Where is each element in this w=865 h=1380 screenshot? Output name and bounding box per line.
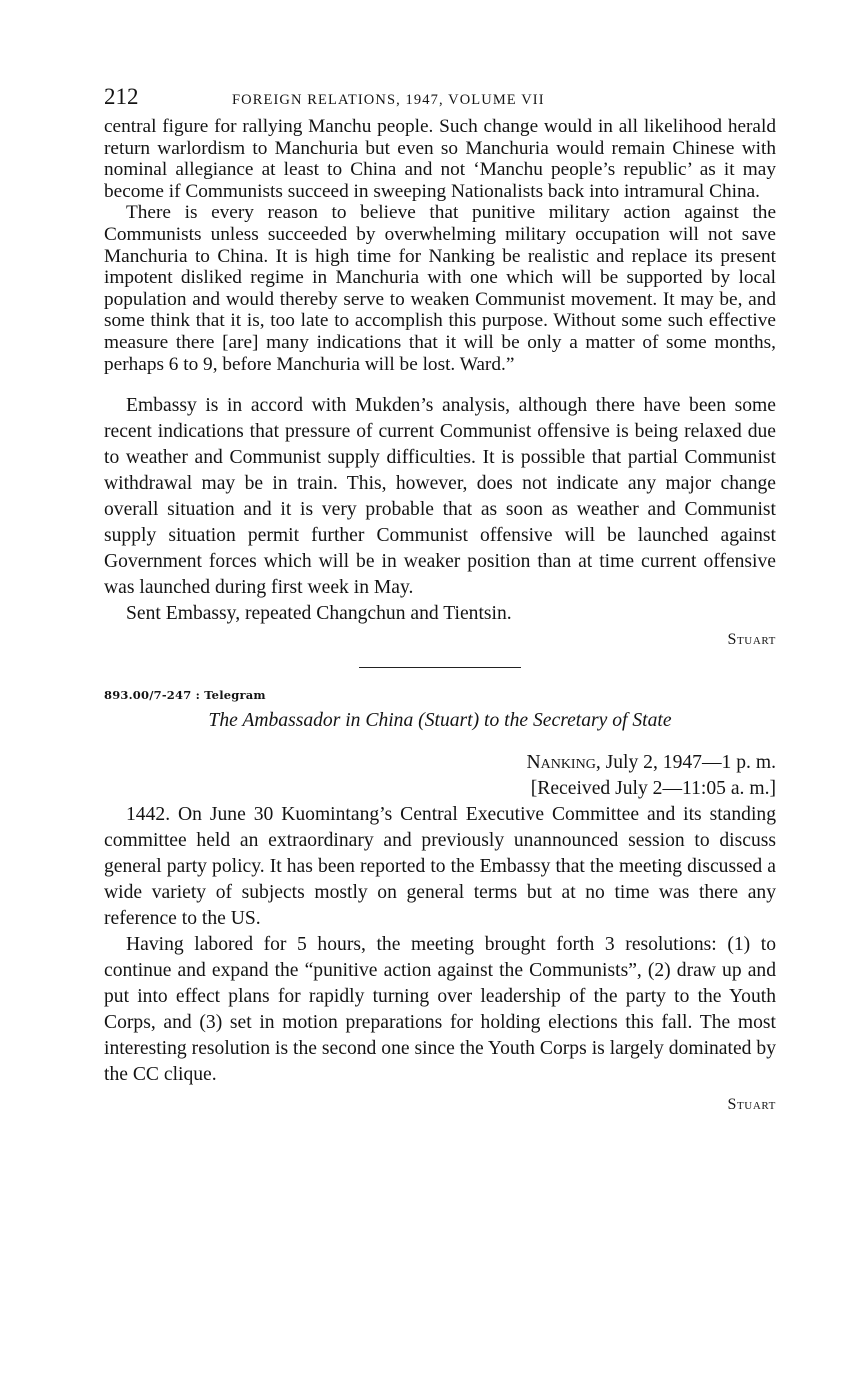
paragraph: There is every reason to believe that punitive military action against the Communists unless succeeded by overwhelming military occupation will not save Manchuria to China. It is high time for Nanking be realistic and replace its present impotent disliked regime in Manchuria with one which will be supported by local population and would thereby serve to weaken Communist movement. It may be, and some think that it is, too late to accomplish this purpose. Without some such effective measure there [are] many indications that it will be only a matter of some months, perhaps 6 to 9, before Manchuria will be lost. Ward.” — [104, 202, 776, 375]
paragraph: Sent Embassy, repeated Changchun and Tientsin. — [126, 603, 512, 625]
section-divider — [359, 667, 521, 668]
signature: Stuart — [727, 1096, 776, 1114]
document-heading: The Ambassador in China (Stuart) to the Secretary of State — [208, 710, 672, 732]
running-header — [104, 84, 776, 116]
file-reference: 893.00/7-247 : Telegram — [104, 688, 266, 703]
first-document-body — [104, 393, 776, 627]
paragraph: 1442. On June 30 Kuomintang’s Central Executive Committee and its standing committee held an extraordinary and previously unannounced session to discuss general party policy. It has been reported to the Embassy that the meeting discussed a wide variety of subjects mostly on general terms but at no time was there any reference to the US. — [104, 804, 776, 930]
dateline — [104, 750, 776, 802]
signature: Stuart — [727, 631, 776, 649]
received-note: [Received July 2—11:05 a. m.] — [530, 778, 776, 800]
dateline-date: July 2, 1947—1 p. m. — [605, 752, 776, 774]
second-document-body — [104, 802, 776, 1088]
document-page — [104, 84, 776, 1114]
paragraph: central figure for rallying Manchu people. Such change would in all likelihood herald return warlordism to Manchuria but even so Manchuria would remain Chinese with nominal allegiance at least to China and not ‘Manchu people’s republic’ as it may become if Communists succeed in sweeping Nationalists back into intramural China. — [104, 116, 776, 202]
quoted-telegram-text — [104, 116, 776, 375]
page-number: 212 — [104, 84, 139, 109]
running-header-title: FOREIGN RELATIONS, 1947, VOLUME VII — [232, 92, 545, 108]
dateline-place: Nanking, — [526, 752, 601, 774]
paragraph: Having labored for 5 hours, the meeting brought forth 3 resolutions: (1) to continue and expand the “punitive action against the Communists”, (2) draw up and put into effect plans for rapidly turning over leadership of the party to the Youth Corps, and (3) set in motion preparations for holding elections this fall. The most interesting resolution is the second one since the Youth Corps is largely dominated by the CC clique. — [104, 934, 776, 1086]
paragraph: Embassy is in accord with Mukden’s analysis, although there have been some recent indications that pressure of current Communist offensive is being relaxed due to weather and Communist supply difficulties. It is possible that partial Communist withdrawal may be in train. This, however, does not indicate any major change overall situation and it is very probable that as soon as weather and Communist supply situation permit further Communist offensive will be launched against Government forces which will be in weaker position than at time current offensive was launched during first week in May. — [104, 395, 776, 599]
